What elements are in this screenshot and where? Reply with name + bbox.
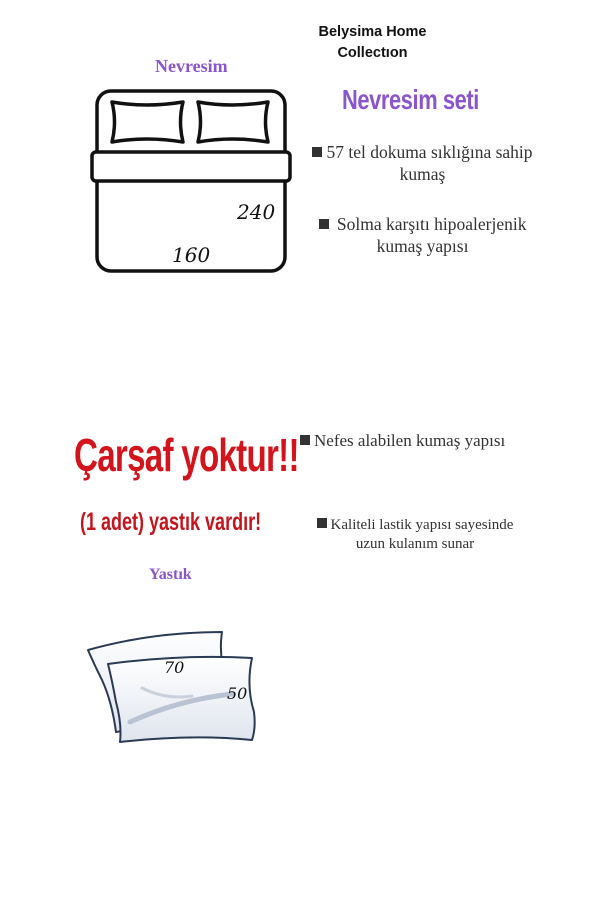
brand-title — [300, 22, 445, 64]
bed-pillow-left — [112, 102, 183, 142]
brand-line-1: Belysima Home — [318, 24, 427, 40]
feature-breathable — [300, 430, 540, 452]
feature-thread-count — [300, 141, 545, 185]
brand-line-2: Collectıon — [337, 45, 408, 61]
bullet-square-icon — [317, 518, 327, 528]
set-title: Nevresim seti — [342, 84, 479, 115]
bed-pillow-right — [198, 102, 268, 142]
bed-length-dimension: 160 — [172, 243, 211, 267]
feature-1-line-1: 57 tel dokuma sıklığına sahip — [326, 142, 533, 162]
feature-3-line-1: Nefes alabilen kumaş yapısı — [314, 431, 506, 450]
no-sheet-notice: Çarşaf yoktur!! — [74, 429, 299, 481]
bed-label: Nevresim — [155, 56, 228, 76]
feature-4-line-2: uzun kulanım sunar — [355, 536, 475, 552]
feature-4-line-1: Kaliteli lastik yapısı sayesinde — [330, 517, 514, 533]
feature-2-line-2: kumaş yapısı — [376, 236, 469, 256]
pillow-height-dimension: 50 — [227, 684, 248, 703]
bed-blanket-fold — [92, 152, 290, 181]
bullet-square-icon — [312, 147, 322, 157]
feature-2-line-1: Solma karşıtı hipoalerjenik — [336, 214, 527, 234]
pillow-width-dimension: 70 — [164, 658, 185, 677]
bullet-square-icon — [319, 219, 329, 229]
pillow-count-notice: (1 adet) yastık vardır! — [80, 508, 262, 536]
bullet-square-icon — [300, 435, 310, 445]
bed-width-dimension: 240 — [237, 200, 276, 224]
feature-elastic — [300, 516, 530, 554]
feature-hypoallergenic — [300, 213, 545, 257]
pillow-label: Yastık — [149, 566, 192, 583]
feature-1-line-2: kumaş — [399, 164, 446, 184]
